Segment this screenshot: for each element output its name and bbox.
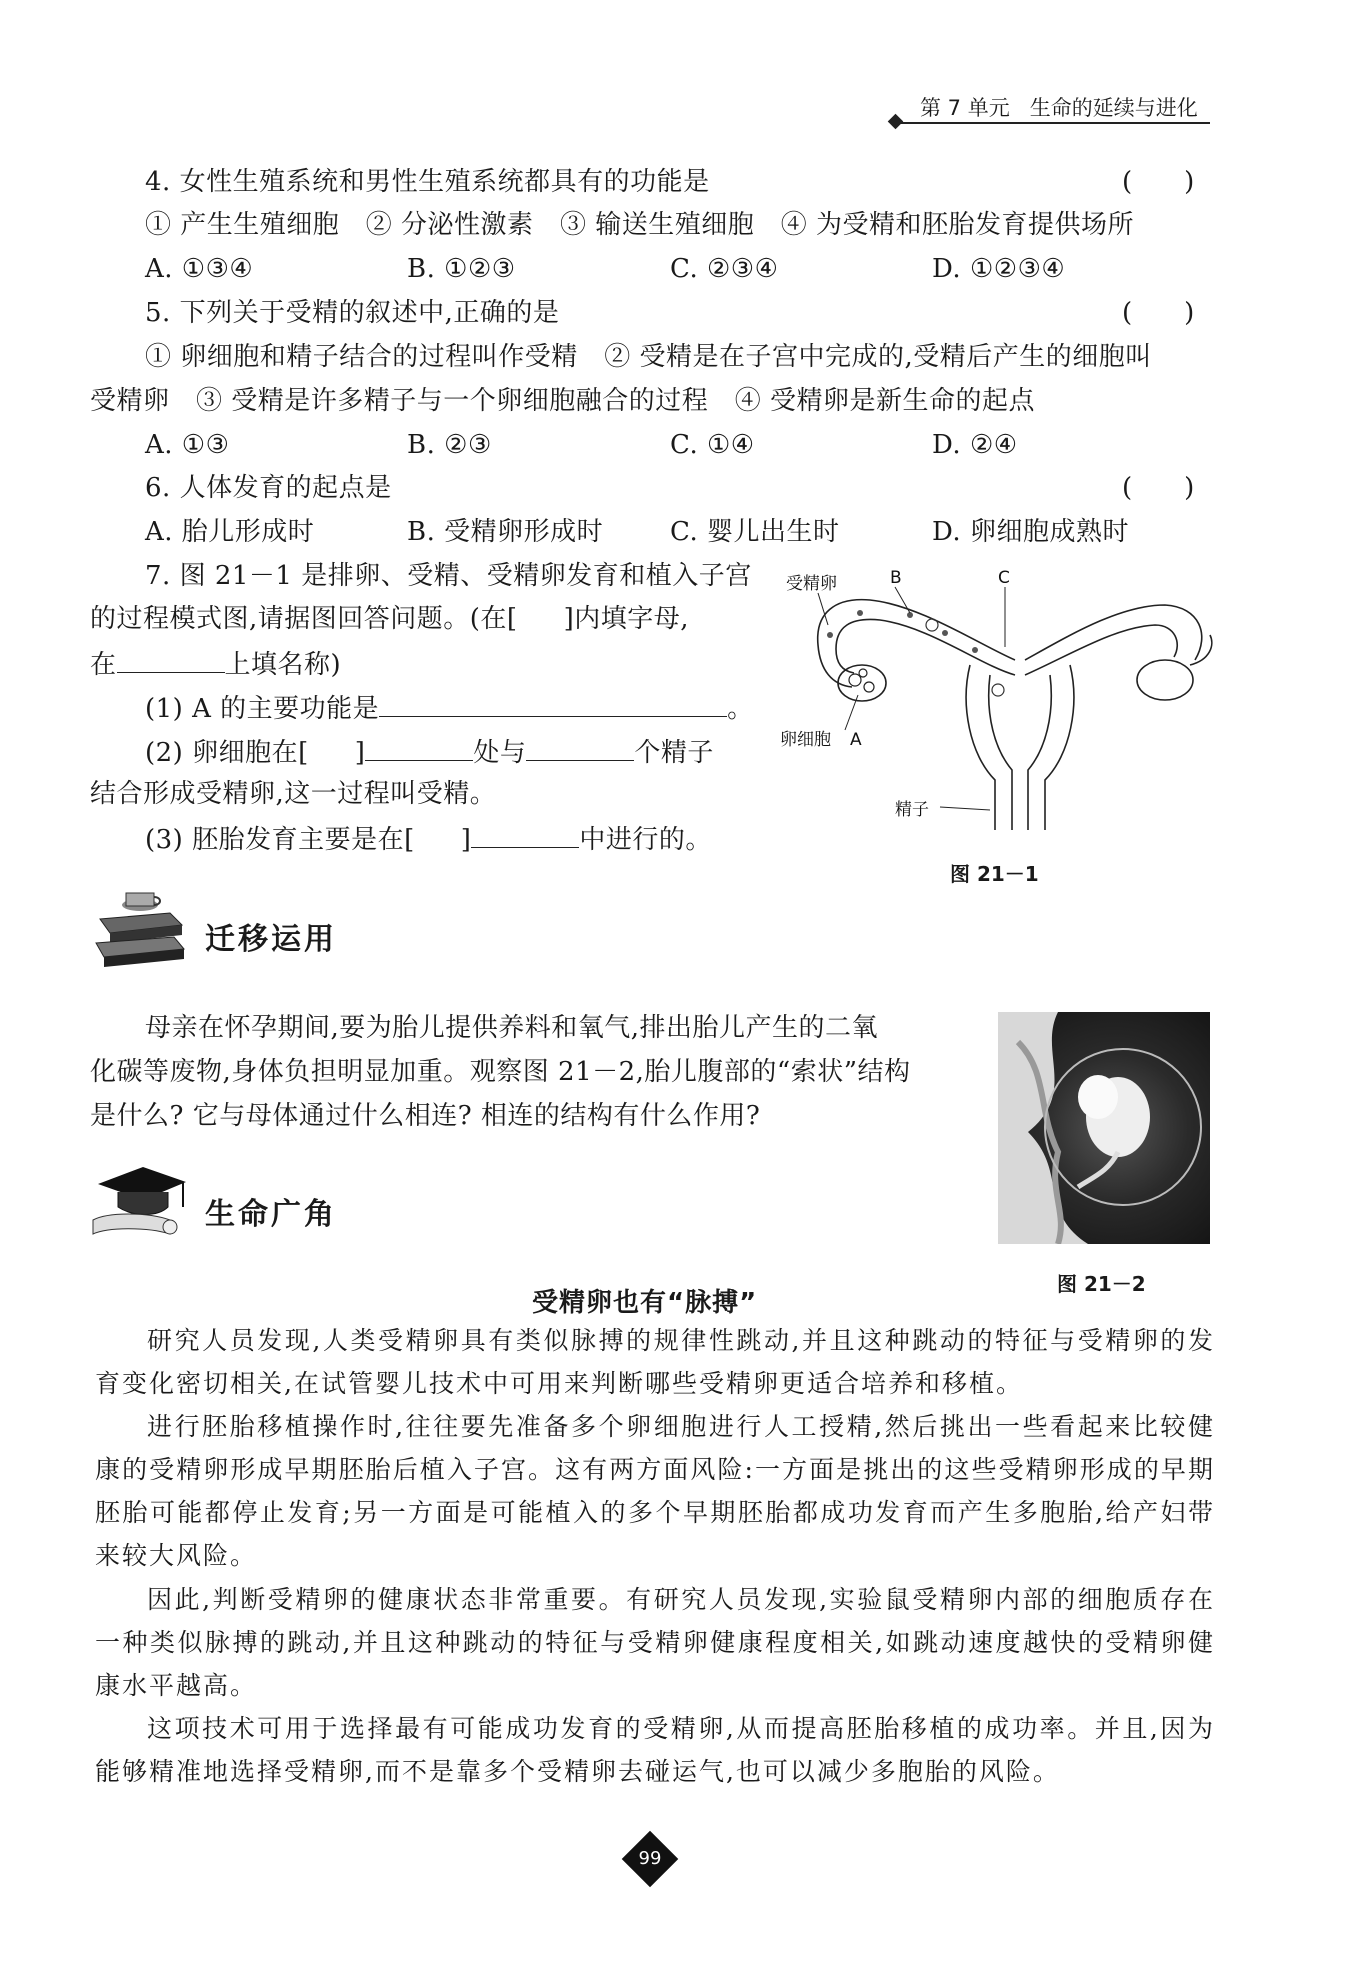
unit-heading — [920, 92, 1198, 122]
q5-option-d[interactable]: D. ②④ — [932, 430, 1018, 460]
q7-line1: 7. 图 21－1 是排卵、受精、受精卵发育和植入子宫 — [145, 561, 752, 591]
article-paragraph-1: 研究人员发现,人类受精卵具有类似脉搏的规律性跳动,并且这种跳动的特征与受精卵的发育变化密切相关,在试管婴儿技术中可用来判断哪些受精卵更适合培养和移植。 — [95, 1326, 1215, 1398]
q6-option-a[interactable]: A. 胎儿形成时 — [145, 517, 315, 547]
q4-option-a[interactable]: A. ①③④ — [145, 254, 254, 284]
article-paragraph-4: 这项技术可用于选择最有可能成功发育的受精卵,从而提高胚胎移植的成功率。并且,因为能够精准地选择受精卵,而不是靠多个受精卵去碰运气,也可以减少多胞胎的风险。 — [95, 1714, 1215, 1786]
q7-line3: 在 上填名称) — [90, 646, 341, 682]
q5-option-b[interactable]: B. ②③ — [407, 430, 492, 460]
uterus-diagram — [770, 565, 1220, 840]
figure-21-1-caption: 图 21－1 — [950, 862, 1039, 886]
q6-option-c[interactable]: C. 婴儿出生时 — [670, 517, 840, 547]
header-rule — [898, 122, 1210, 124]
q7-sub2-count-blank[interactable] — [526, 734, 634, 761]
q7-sub1: (1) A 的主要功能是 。 — [145, 690, 754, 726]
q6-option-d[interactable]: D. 卵细胞成熟时 — [932, 517, 1129, 547]
label-fertilized-egg: 受精卵 — [786, 574, 837, 594]
unit-title: 生命的延续与进化 — [1029, 96, 1198, 120]
q7-blank-example — [117, 646, 225, 673]
q5-stem: 5. 下列关于受精的叙述中,正确的是 — [145, 298, 560, 328]
section-title-transfer: 迁移运用 — [205, 922, 337, 957]
transfer-text-line3: 是什么? 它与母体通过什么相连? 相连的结构有什么作用? — [90, 1101, 761, 1131]
q4-answer-paren[interactable]: ( ) — [1122, 167, 1195, 197]
label-sperm: 精子 — [895, 800, 929, 820]
figure-21-2-fetus-photo — [998, 1012, 1210, 1244]
q5-statements-line1: ① 卵细胞和精子结合的过程叫作受精 ② 受精是在子宫中完成的,受精后产生的细胞叫 — [145, 342, 1152, 372]
article-title: 受精卵也有“脉搏” — [532, 1288, 758, 1318]
books-coffee-icon — [90, 885, 190, 970]
label-c: C — [998, 568, 1010, 588]
label-b: B — [890, 568, 902, 588]
page-number: 99 — [638, 1848, 662, 1869]
q7-line2: 的过程模式图,请据图回答问题。(在[ ]内填字母, — [90, 604, 689, 634]
transfer-text-line2: 化碳等废物,身体负担明显加重。观察图 21－2,胎儿腹部的“索状”结构 — [90, 1057, 911, 1087]
q6-option-b[interactable]: B. 受精卵形成时 — [407, 517, 604, 547]
q7-sub3-name-blank[interactable] — [471, 821, 579, 848]
page-number-badge — [624, 1833, 676, 1885]
figure-21-2-caption: 图 21－2 — [1057, 1272, 1146, 1296]
q5-option-a[interactable]: A. ①③ — [145, 430, 230, 460]
section-title-life: 生命广角 — [205, 1197, 337, 1232]
q7-sub3: (3) 胚胎发育主要是在[ ] 中进行的。 — [145, 821, 712, 857]
q4-stem: 4. 女性生殖系统和男性生殖系统都具有的功能是 — [145, 167, 710, 197]
q5-answer-paren[interactable]: ( ) — [1122, 298, 1195, 328]
q5-option-c[interactable]: C. ①④ — [670, 430, 755, 460]
q5-statements-line2: 受精卵 ③ 受精是许多精子与一个卵细胞融合的过程 ④ 受精卵是新生命的起点 — [90, 386, 1036, 416]
transfer-text-line1: 母亲在怀孕期间,要为胎儿提供养料和氧气,排出胎儿产生的二氧 — [145, 1013, 879, 1043]
figure-21-1 — [770, 565, 1220, 840]
article-paragraph-2: 进行胚胎移植操作时,往往要先准备多个卵细胞进行人工授精,然后挑出一些看起来比较健康的受精卵形成早期胚胎后植入子宫。这有两方面风险:一方面是挑出的这些受精卵形成的早期胚胎可能都停止发育;另一方面是可能植入的多个早期胚胎都成功发育而产生多胞胎,给产妇带来较大风险。 — [95, 1412, 1215, 1570]
q4-option-c[interactable]: C. ②③④ — [670, 254, 779, 284]
unit-number: 第 7 单元 — [920, 96, 1010, 120]
header-diamond-icon — [888, 114, 904, 130]
q4-option-b[interactable]: B. ①②③ — [407, 254, 516, 284]
q7-sub1-blank[interactable] — [379, 690, 727, 717]
label-egg-cell: 卵细胞 — [780, 730, 831, 750]
label-a: A — [850, 730, 862, 750]
q7-sub2: (2) 卵细胞在[ ] 处与 个精子 — [145, 734, 714, 770]
q6-answer-paren[interactable]: ( ) — [1122, 473, 1195, 503]
q7-sub2-line2: 结合形成受精卵,这一过程叫受精。 — [90, 779, 497, 809]
q7-sub2-name-blank[interactable] — [365, 734, 473, 761]
article-paragraph-3: 因此,判断受精卵的健康状态非常重要。有研究人员发现,实验鼠受精卵内部的细胞质存在一种类似脉搏的跳动,并且这种跳动的特征与受精卵健康程度相关,如跳动速度越快的受精卵健康水平越高。 — [95, 1585, 1215, 1700]
q4-statements: ① 产生生殖细胞 ② 分泌性激素 ③ 输送生殖细胞 ④ 为受精和胚胎发育提供场所 — [145, 210, 1135, 240]
q6-stem: 6. 人体发育的起点是 — [145, 473, 392, 503]
q4-option-d[interactable]: D. ①②③④ — [932, 254, 1066, 284]
graduation-cap-icon — [88, 1162, 188, 1242]
